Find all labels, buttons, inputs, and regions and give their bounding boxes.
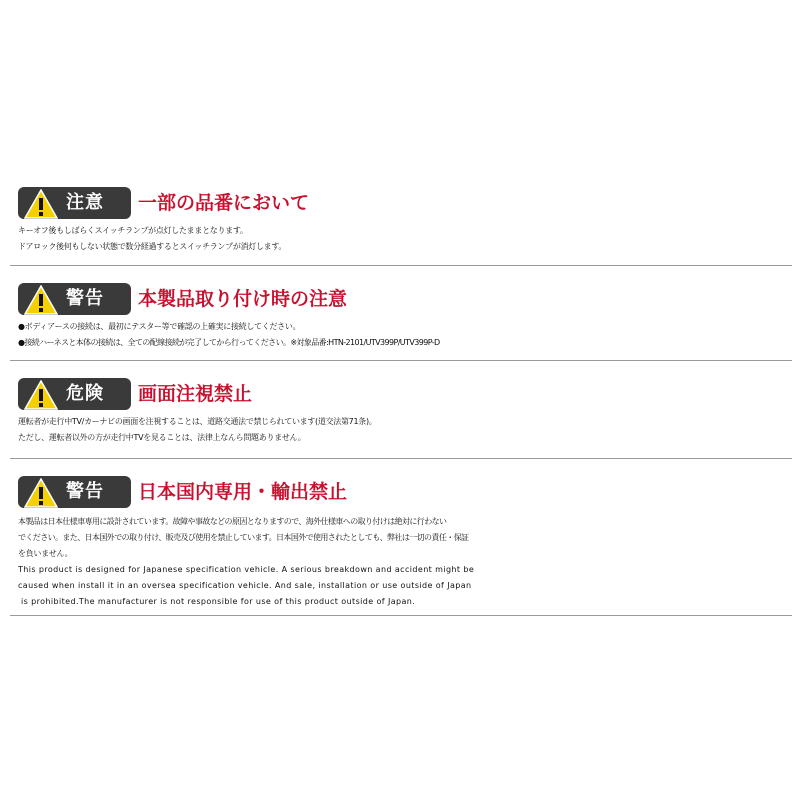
english-line: This product is designed for Japanese specification vehicle. A serious breakdown and accident might be	[18, 565, 475, 574]
body-line: キーオフ後もしばらくスイッチランプが点灯したままとなります。	[18, 226, 248, 235]
body-line: ドアロック後何もしない状態で数分経過するとスイッチランプが消灯します。	[18, 242, 287, 251]
section-title: 一部の品番において	[138, 192, 310, 214]
body-line: 運転者が走行中TV/カーナビの画面を注視することは、道路交通法で禁じられています(道交法第71条)。	[18, 417, 377, 426]
warning-badge	[18, 476, 131, 508]
body-line: 本製品は日本仕様車専用に設計されています。故障や事故などの原因となりますので、海外仕様車への取り付けは絶対に行わない	[18, 517, 447, 526]
section-header	[18, 378, 792, 412]
section-body	[18, 223, 792, 255]
warning-triangle-icon	[24, 380, 58, 410]
badge-label: 注意	[66, 192, 104, 213]
section-body	[18, 514, 792, 610]
section-title: 本製品取り付け時の注意	[138, 288, 348, 310]
body-line: を負いません。	[18, 549, 73, 558]
caution-badge	[18, 187, 131, 219]
body-line: ただし、運転者以外の方が走行中TVを見ることは、法律上なんら問題ありません。	[18, 433, 306, 442]
section-header	[18, 283, 792, 317]
section-header	[18, 187, 792, 221]
section-title: 日本国内専用・輸出禁止	[138, 481, 348, 503]
badge-label: 警告	[66, 481, 104, 502]
section-title: 画面注視禁止	[138, 383, 253, 405]
notice-section-warning-install	[18, 283, 792, 351]
english-line: is prohibited.The manufacturer is not responsible for use of this product outside of Japan.	[21, 597, 416, 606]
section-body	[18, 414, 792, 446]
body-line: ●ボディアースの接続は、最初にテスター等で確認の上確実に接続してください。	[18, 322, 301, 331]
notice-section-export	[18, 476, 792, 610]
section-divider	[10, 360, 792, 361]
warning-triangle-icon	[24, 285, 58, 315]
section-header	[18, 476, 792, 510]
warning-badge	[18, 283, 131, 315]
english-line: caused when install it in an oversea specification vehicle. And sale, installation or use outside of Japan	[18, 581, 472, 590]
badge-label: 危険	[66, 383, 104, 404]
body-line: ●接続ハーネスと本体の接続は、全ての配線接続が完了してから行ってください。※対象品番:HTN-2101/UTV399P/UTV399P-D	[18, 338, 440, 347]
notice-section-caution	[18, 187, 792, 255]
section-divider	[10, 265, 792, 266]
warning-triangle-icon	[24, 478, 58, 508]
section-divider	[10, 615, 792, 616]
badge-label: 警告	[66, 288, 104, 309]
section-body	[18, 319, 792, 351]
body-line: でください。また、日本国外での取り付け、販売及び使用を禁止しています。日本国外で使用されたとしても、弊社は一切の責任・保証	[18, 533, 469, 542]
danger-badge	[18, 378, 131, 410]
section-divider	[10, 458, 792, 459]
notice-section-danger	[18, 378, 792, 446]
warning-triangle-icon	[24, 189, 58, 219]
